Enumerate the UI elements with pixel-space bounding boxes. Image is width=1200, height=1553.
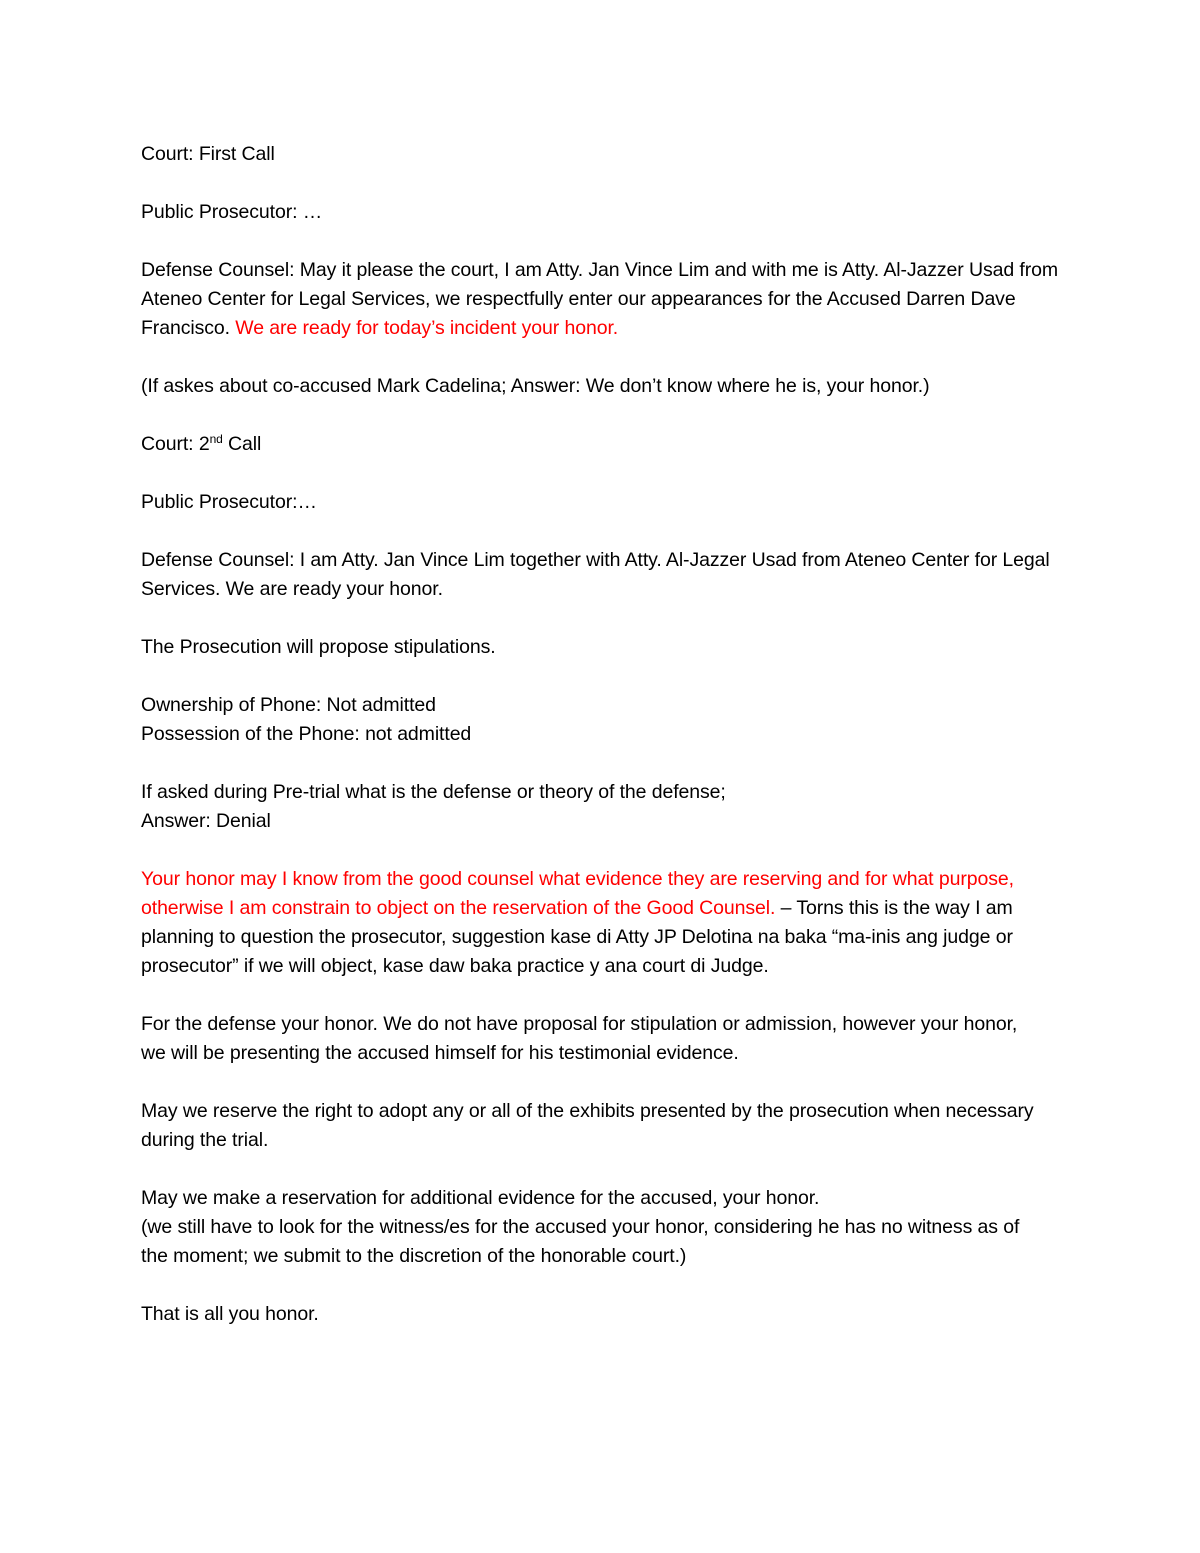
paragraph-court-second-call: Court: 2nd Call	[141, 432, 262, 455]
paragraph-defense-theory	[141, 778, 1071, 836]
defense-counsel-text: Defense Counsel: May it please the court, I am Atty. Jan Vince Lim and with me is Atty. Al-Jazzer Usad from Ateneo Center for Legal Services, we respectfully enter our appearances for the Accused Darren Dave Francisco.	[141, 259, 1059, 339]
highlighted-text: Your honor may I know from the good counsel what evidence they are reserving and for what purpose, otherwise I am constrain to object on the reservation of the Good Counsel.	[141, 868, 1014, 919]
theory-question-line: If asked during Pre-trial what is the defense or theory of the defense;	[141, 781, 726, 803]
paragraph-defense-proposal: For the defense your honor. We do not have proposal for stipulation or admission, however your honor, we will be presenting the accused himself for his testimonial evidence.	[141, 1013, 1018, 1064]
paragraph-stipulations: The Prosecution will propose stipulations.	[141, 636, 496, 658]
paragraph-public-prosecutor-1: Public Prosecutor: …	[141, 201, 323, 223]
paragraph-additional-evidence: May we make a reservation for additional evidence for the accused, your honor. (we still have to look for the witness/es for the accused your honor, considering he has no witness as of the moment; we submit to the discretion of the honorable court.)	[141, 1187, 1020, 1267]
paragraph-coaccused-note: (If askes about co-accused Mark Cadelina; Answer: We don’t know where he is, your honor.)	[141, 375, 930, 397]
paragraph-public-prosecutor-2: Public Prosecutor:…	[141, 491, 317, 513]
theory-answer-line: Answer: Denial	[141, 810, 271, 832]
document-body	[141, 140, 1071, 1358]
ordinal-superscript: nd	[209, 432, 223, 446]
possession-line: Possession of the Phone: not admitted	[141, 723, 472, 745]
paragraph-closing: That is all you honor.	[141, 1303, 319, 1325]
paragraph-adopt-exhibits: May we reserve the right to adopt any or all of the exhibits presented by the prosecution when necessary during the trial.	[141, 1100, 1034, 1151]
ownership-line: Ownership of Phone: Not admitted	[141, 694, 436, 716]
paragraph-defense-counsel-2: Defense Counsel: I am Atty. Jan Vince Lim together with Atty. Al-Jazzer Usad from Ateneo Center for Legal Services. We are ready your honor.	[141, 549, 1050, 600]
paragraph-phone-admissions	[141, 691, 1071, 749]
paragraph-court-first-call: Court: First Call	[141, 143, 275, 165]
paragraph-reservation-objection: Your honor may I know from the good counsel what evidence they are reserving and for what purpose, otherwise I am constrain to object on the reservation of the Good Counsel. – Torns this is the way I am planning to question the prosecutor, suggestion kase di Atty JP Delotina na baka “ma-inis ang judge or prosecutor” if we will object, kase daw baka practice y ana court di Judge.	[141, 868, 1014, 977]
highlighted-text: We are ready for today’s incident your honor.	[235, 317, 619, 339]
paragraph-defense-counsel-1	[141, 256, 1066, 343]
